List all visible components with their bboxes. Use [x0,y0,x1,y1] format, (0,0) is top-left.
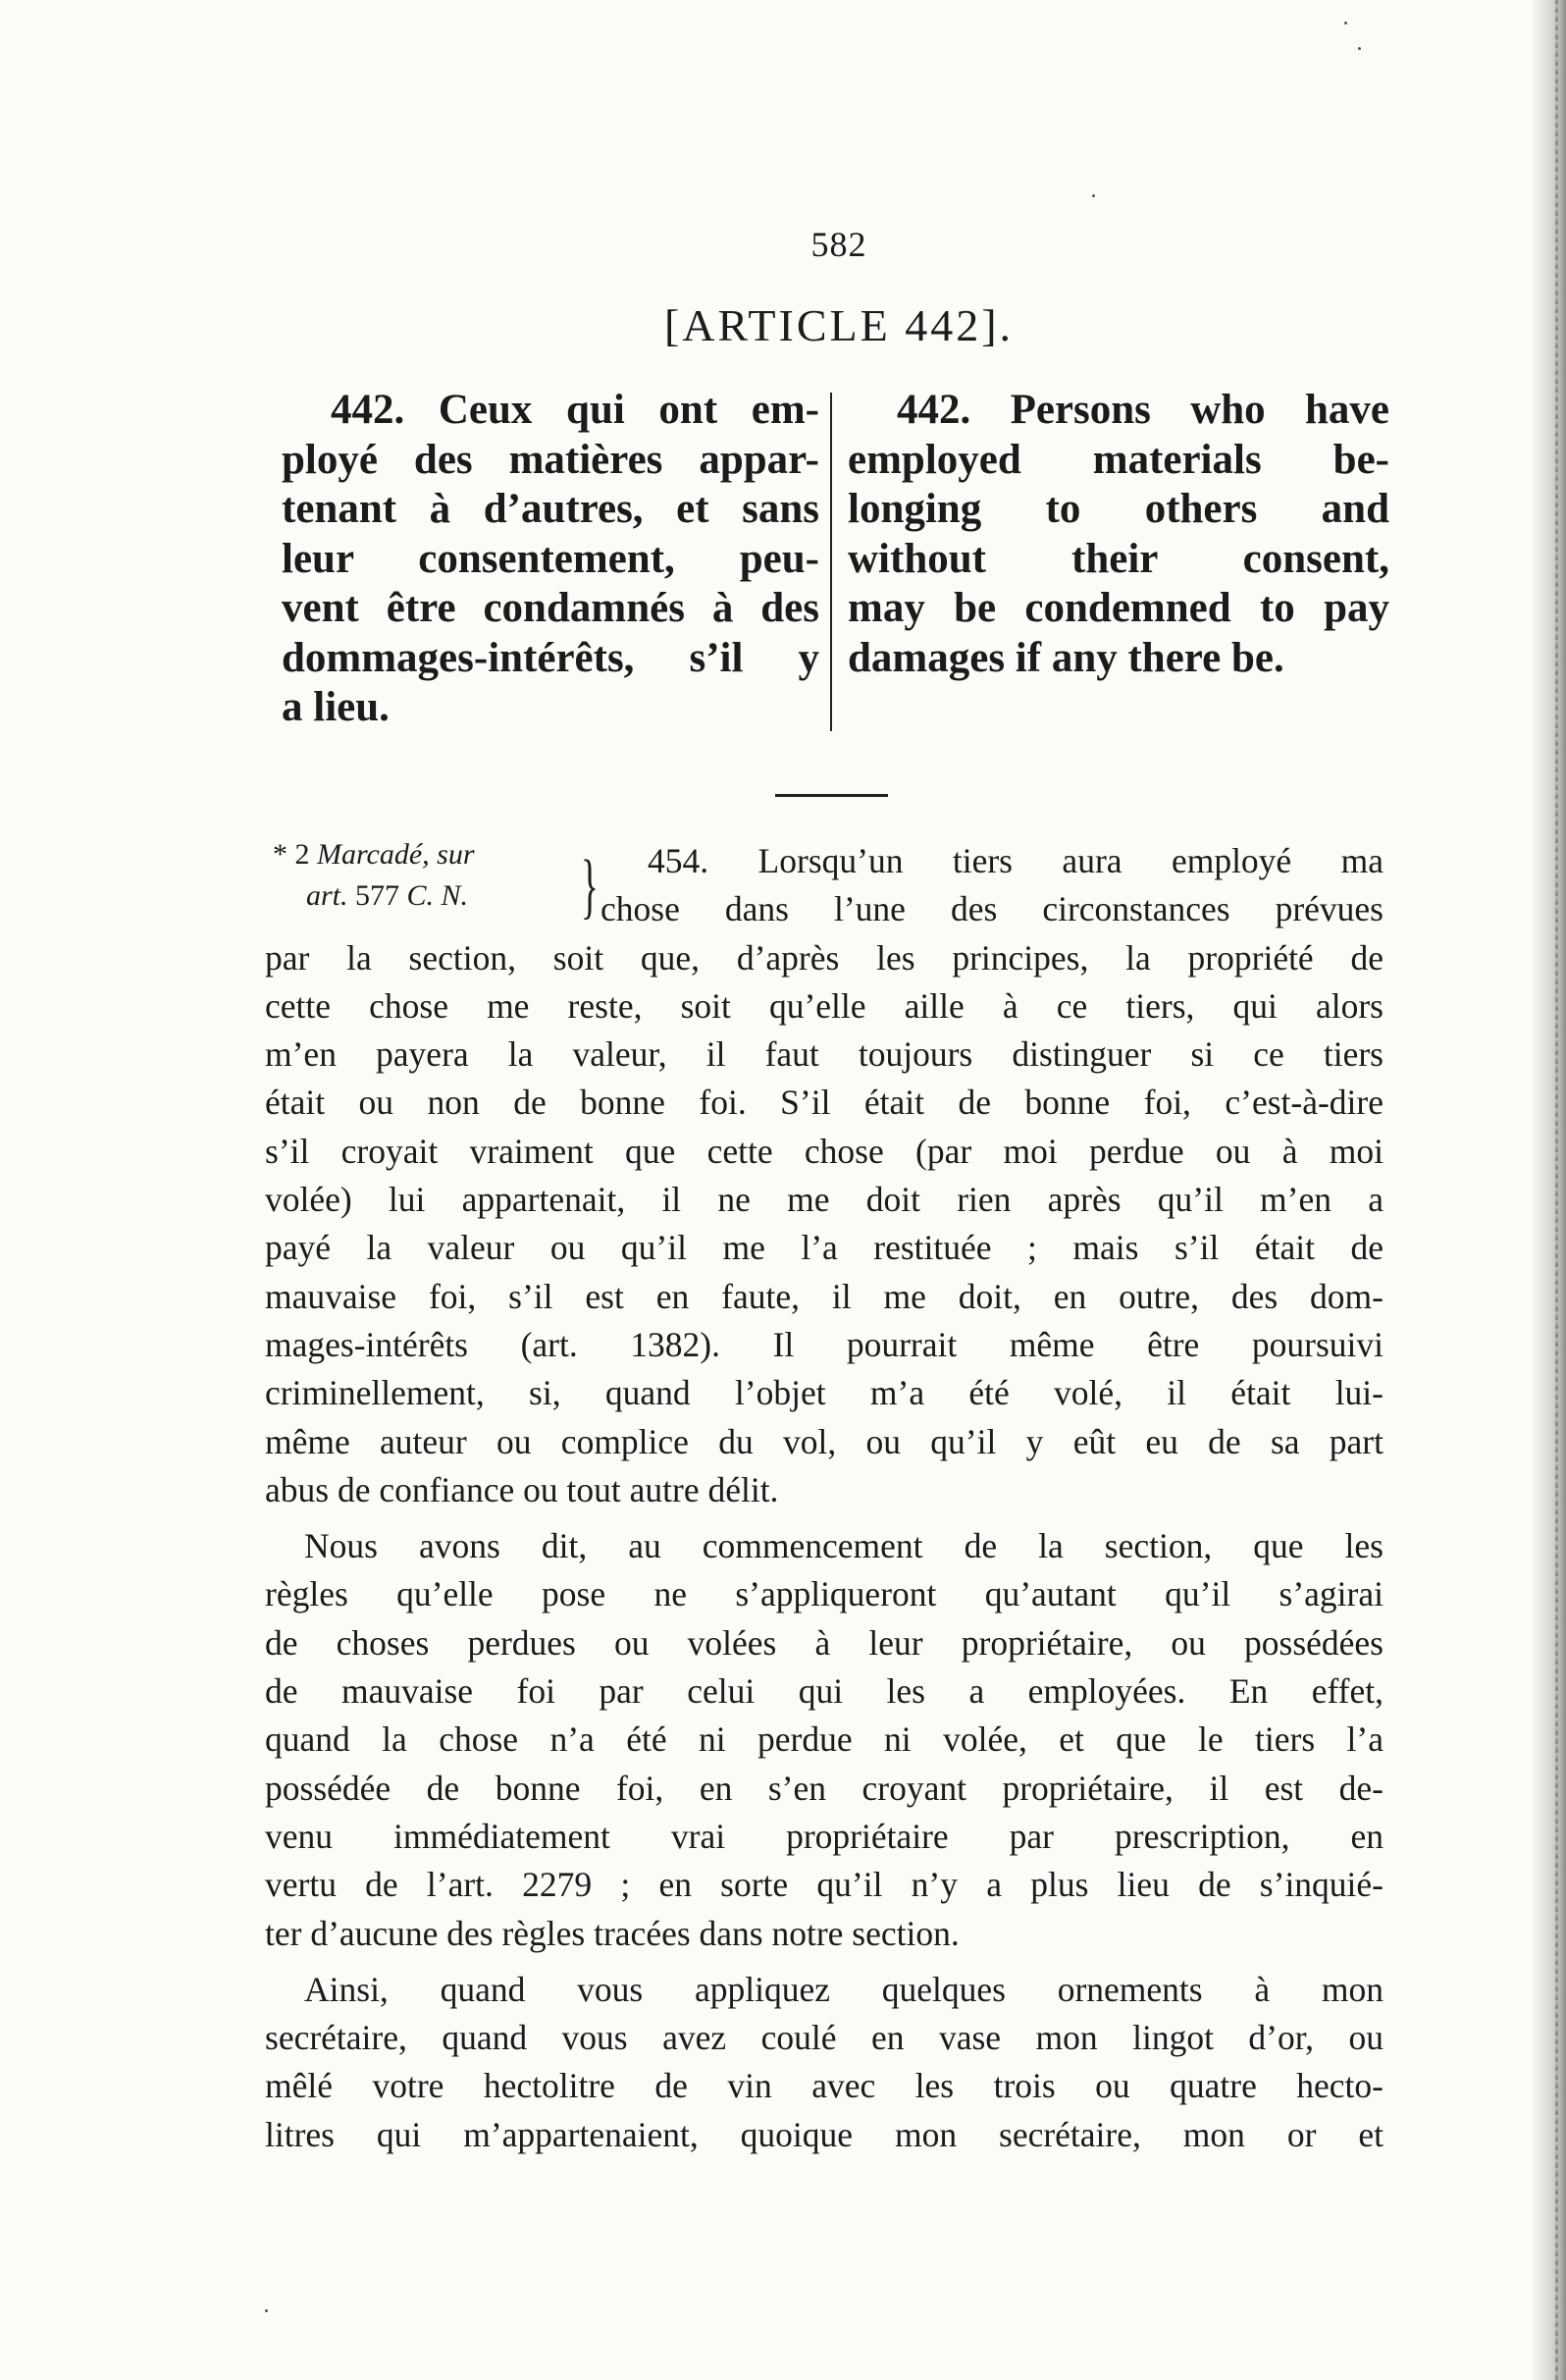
sidenote-prefix: * 2 [273,838,317,871]
english-line: employed materials be- [848,436,1389,483]
english-line: longing to others and [848,486,1389,532]
commentary-line: Nous avons dit, au commencement de la section, que les [304,1526,1383,1566]
commentary-line: même auteur ou complice du vol, ou qu’il y eût eu de sa part [265,1421,1383,1461]
commentary-line: était ou non de bonne foi. S’il était de bonne foi, c’est-à-dire [265,1083,1383,1123]
commentary-line: vertu de l’art. 2279 ; en sorte qu’il n’y a plus lieu de s’inquié- [265,1865,1383,1905]
speck [1358,47,1361,50]
commentary-line: mauvaise foi, s’il est en faute, il me doit, en outre, des dom- [265,1276,1383,1316]
french-line: dommages-intérêts, s’il y [282,634,819,681]
english-line: may be condemned to pay [848,585,1389,631]
commentary-line: quand la chose n’a été ni perdue ni volée, et que le tiers l’a [265,1719,1383,1760]
french-line: ployé des matières appar- [282,436,819,483]
section-separator-rule [775,794,888,797]
commentary-line: par la section, soit que, d’après les principes, la propriété de [265,937,1383,978]
english-article-text [848,386,1389,683]
french-line: tenant à d’autres, et sans [282,486,819,532]
english-line: without their consent, [848,535,1389,582]
commentary-line: chose dans l’une des circonstances prévues [600,889,1383,929]
commentary-line: secrétaire, quand vous avez coulé en vase mon lingot d’or, ou [265,2018,1383,2058]
french-line: vent être condamnés à des [282,585,819,631]
sidenote-code: C. N. [406,879,469,912]
commentary-line: de mauvaise foi par celui qui les a employées. En effet, [265,1671,1383,1712]
commentary-line: litres qui m’appartenaient, quoique mon secrétaire, mon or et [265,2114,1383,2154]
speck [1344,22,1347,25]
commentary-line: cette chose me reste, soit qu’elle aille à ce tiers, qui alors [265,985,1383,1026]
commentary-line: de choses perdues ou volées à leur propriétaire, ou possédées [265,1622,1383,1663]
french-line: 442. Ceux qui ont em- [331,387,819,433]
commentary-line: criminellement, si, quand l’objet m’a été volé, il était lui- [265,1373,1383,1413]
commentary-line: mêlé votre hectolitre de vin avec les trois ou quatre hecto- [265,2066,1383,2106]
commentary-line: payé la valeur ou qu’il me l’a restituée ; mais s’il était de [265,1228,1383,1268]
english-line: damages if any there be. [848,634,1284,681]
sidenote-brace: } [581,846,599,926]
commentary-line: abus de confiance ou tout autre délit. [265,1469,779,1509]
sidenote-author: Marcadé, sur [317,838,475,871]
commentary-line: 454. Lorsqu’un tiers aura employé ma [648,841,1383,880]
commentary-line: venu immédiatement vrai propriétaire par prescription, en [265,1816,1383,1856]
commentary-line: volée) lui appartenait, il ne me doit rien après qu’il m’en a [265,1180,1383,1220]
commentary-text [265,837,1383,2159]
commentary-line: s’il croyait vraiment que cette chose (par moi perdue ou à moi [265,1131,1383,1171]
sidenote-art: art. [306,879,348,912]
article-heading: [ARTICLE 442]. [663,300,1015,350]
commentary-line: règles qu’elle pose ne s’appliqueront qu’autant qu’il s’agirai [265,1574,1383,1614]
page-number: 582 [810,225,867,264]
french-line: a lieu. [282,684,390,730]
french-article-text [282,386,819,733]
french-line: leur consentement, peu- [282,535,819,582]
speck [265,2309,268,2312]
commentary-line: possédée de bonne foi, en s’en croyant propriétaire, il est de- [265,1768,1383,1808]
commentary-line: mages-intérêts (art. 1382). Il pourrait même être poursuivi [265,1324,1383,1364]
commentary-line: m’en payera la valeur, il faut toujours distinguer si ce tiers [265,1034,1383,1075]
english-line: 442. Persons who have [897,387,1389,433]
column-divider [830,393,832,731]
sidenote-number: 577 [347,879,407,912]
commentary-line: ter d’aucune des règles tracées dans notre section. [265,1913,960,1953]
speck [1092,194,1095,197]
page-edge-shadow [1533,0,1566,2380]
commentary-line: Ainsi, quand vous appliquez quelques ornements à mon [304,1969,1383,2009]
